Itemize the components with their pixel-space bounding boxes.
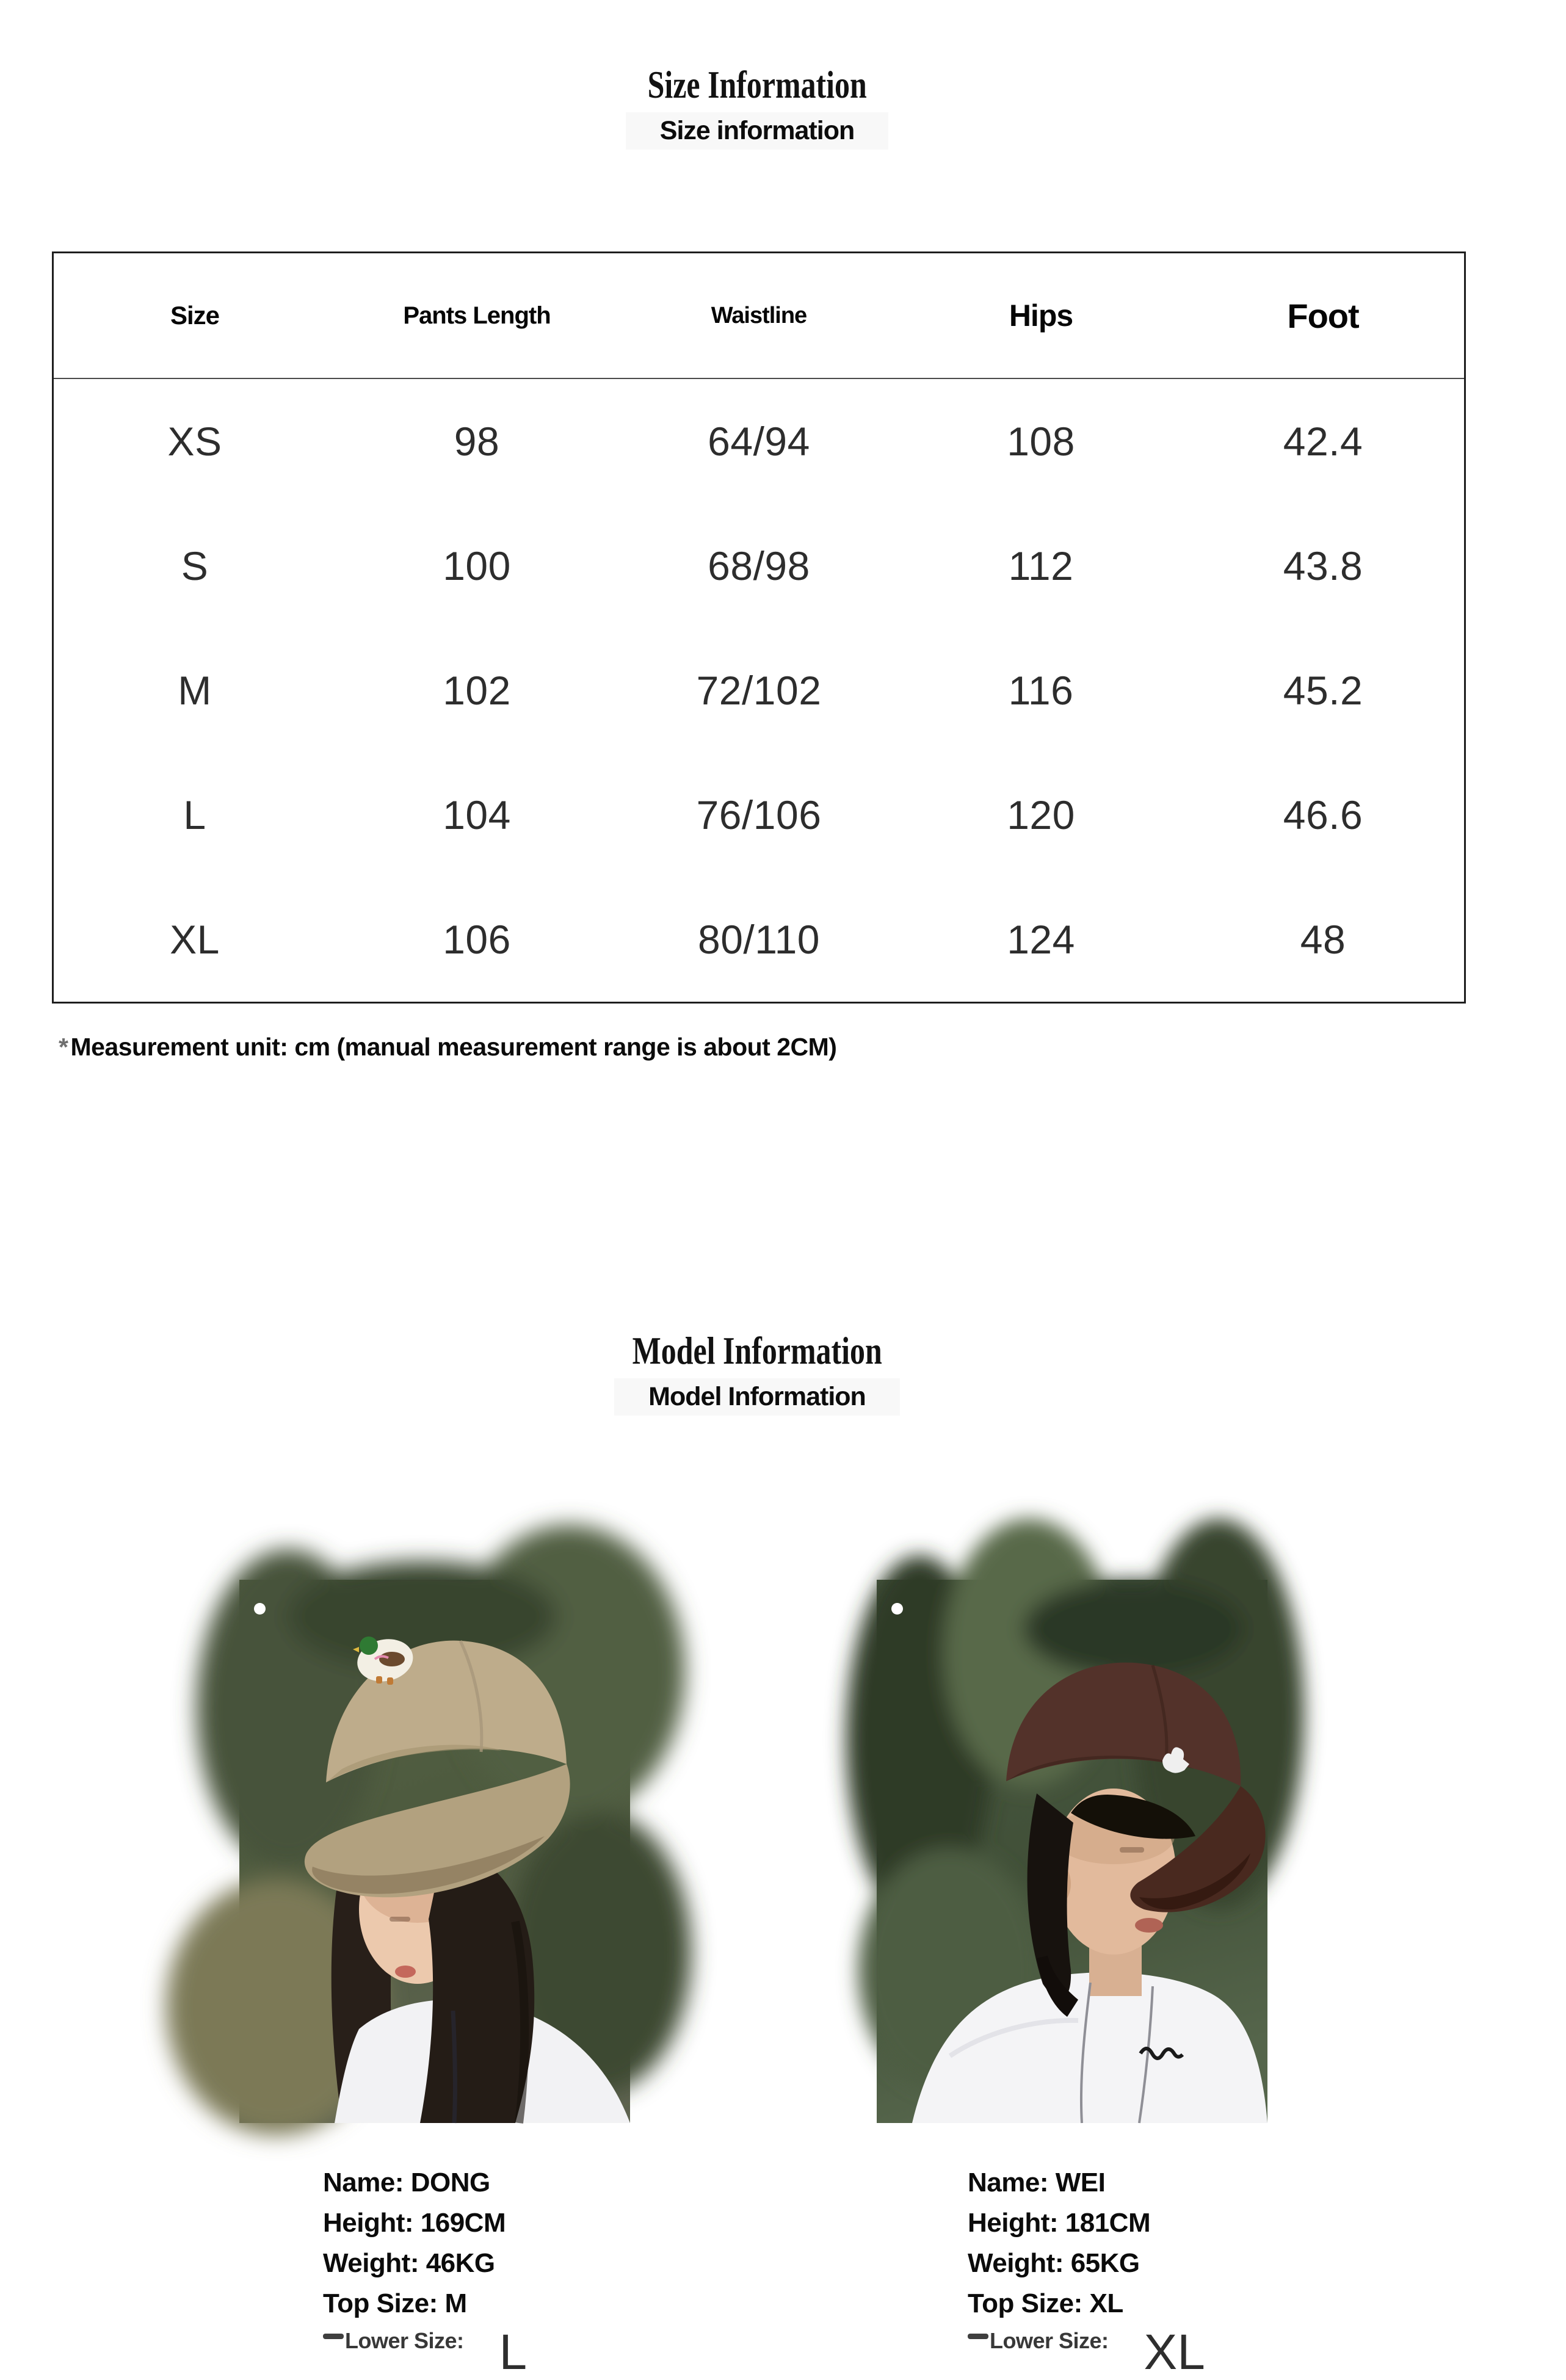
column-header-size: Size [170,301,220,330]
value-cell: 72/102 [696,668,822,713]
size-label: S [181,543,209,588]
value-cell: 104 [443,792,511,837]
column-header-foot: Foot [1287,296,1359,335]
model-info-header [0,1329,1514,1416]
table-row-m [54,628,1464,753]
value-cell: 48 [1300,917,1346,962]
photo-hole-punch [891,1603,903,1615]
model-info-title [0,1329,1514,1372]
table-header-row [54,253,1464,379]
model-info-subtitle-text: Model Information [614,1378,900,1416]
info-line-top-size: Top Size: XL [968,2288,1123,2318]
value-cell: 98 [454,419,500,464]
measurement-note [59,1033,836,1062]
model-photo-left-illustration [239,1580,630,2123]
lower-size-value: XL [1144,2324,1205,2380]
column-header-waistline: Waistline [711,302,807,328]
info-line-name: Name: WEI [968,2168,1106,2197]
table-row-xs [54,379,1464,504]
value-cell: 116 [1008,668,1074,713]
value-cell: 106 [443,917,511,962]
table-body [54,379,1464,1002]
value-cell: 42.4 [1283,419,1363,464]
value-cell: 102 [443,668,511,713]
value-cell: 112 [1008,543,1074,588]
lower-size-label: Lower Size: [345,2328,464,2353]
value-cell: 80/110 [698,917,820,962]
model-info-left [323,2163,921,2378]
model-info-title-text: Model Information [632,1329,882,1372]
table-row-xl [54,877,1464,1002]
value-cell: 120 [1007,792,1075,837]
value-cell: 46.6 [1283,792,1363,837]
artifact-dash [968,2334,988,2339]
lower-size-value: L [499,2324,527,2380]
necklace-cord [453,2011,455,2123]
value-cell: 124 [1007,917,1075,962]
value-cell: 45.2 [1283,668,1363,713]
value-cell: 76/106 [696,792,822,837]
value-cell: 68/98 [708,543,810,588]
model-info-right [968,2163,1566,2378]
info-line-name: Name: DONG [323,2168,490,2197]
size-label: XL [170,917,220,962]
info-line-weight: Weight: 65KG [968,2248,1140,2278]
value-cell: 108 [1007,419,1075,464]
lower-size-label: Lower Size: [990,2328,1109,2353]
model-info-subtitle [0,1378,1514,1416]
value-cell: 100 [443,543,511,588]
size-info-title-text: Size Information [647,63,867,106]
size-label: XS [167,419,222,464]
value-cell: 43.8 [1283,543,1363,588]
lower-size-row [323,2324,921,2380]
column-header-pants-length: Pants Length [403,302,551,329]
info-line-top-size: Top Size: M [323,2288,467,2318]
lower-size-row [968,2324,1566,2380]
size-info-subtitle [0,112,1514,150]
value-cell: 64/94 [708,419,810,464]
asterisk: * [59,1033,68,1061]
artifact-dash [323,2334,344,2339]
size-info-subtitle-text: Size information [626,112,888,150]
model-photo-right [877,1580,1267,2123]
size-info-header [0,63,1514,150]
model-photo-left [239,1580,630,2123]
table-row-s [54,504,1464,628]
table-row-l [54,753,1464,877]
size-label: L [183,792,206,837]
size-label: M [178,668,212,713]
measurement-note-text: Measurement unit: cm (manual measurement range is about 2CM) [70,1033,837,1061]
size-chart-table [52,251,1466,1004]
info-line-weight: Weight: 46KG [323,2248,495,2278]
column-header-hips: Hips [1009,298,1073,333]
info-line-height: Height: 181CM [968,2208,1151,2238]
photo-hole-punch [254,1603,266,1615]
model-photo-right-illustration [877,1580,1267,2123]
size-info-title [0,63,1514,106]
info-line-height: Height: 169CM [323,2208,506,2238]
